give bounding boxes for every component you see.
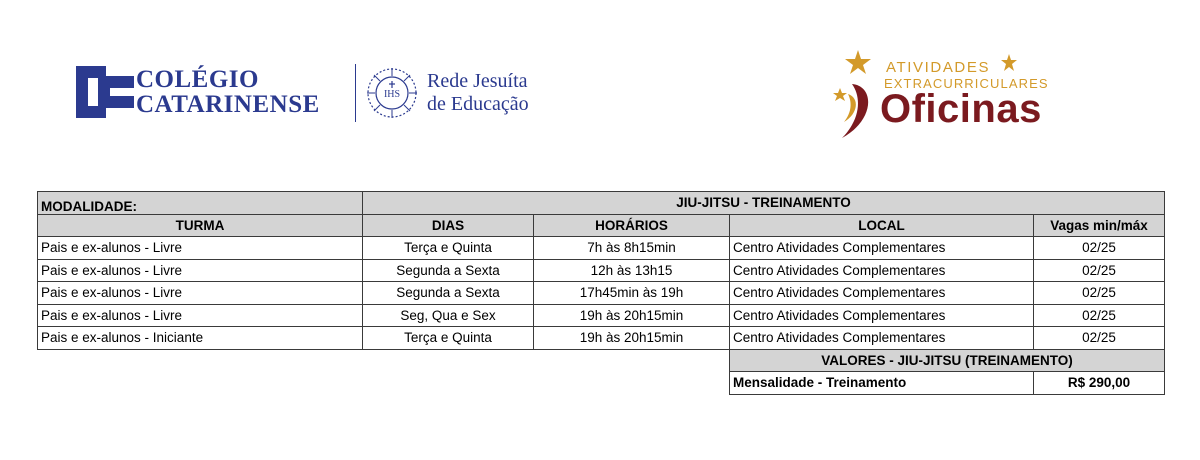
dias-cell: Segunda a Sexta [363, 282, 534, 305]
valores-title: VALORES - JIU-JITSU (TREINAMENTO) [730, 349, 1165, 372]
col-header-horarios: HORÁRIOS [534, 214, 730, 237]
title-row [38, 192, 1165, 215]
local-cell: Centro Atividades Complementares [730, 237, 1034, 260]
turma-cell: Pais e ex-alunos - Iniciante [38, 327, 363, 350]
extracurriculares-label: EXTRACURRICULARES [884, 76, 1049, 91]
local-cell: Centro Atividades Complementares [730, 327, 1034, 350]
horarios-cell: 12h às 13h15 [534, 259, 730, 282]
colegio-line2: CATARINENSE [136, 91, 320, 118]
colegio-line1: COLÉGIO [136, 66, 259, 93]
mensalidade-row [38, 372, 1165, 395]
horarios-cell: 19h às 20h15min [534, 327, 730, 350]
turma-cell: Pais e ex-alunos - Livre [38, 259, 363, 282]
rede-jesuita-name [427, 70, 529, 116]
schedule-table [37, 191, 1165, 395]
mensalidade-value: R$ 290,00 [1034, 372, 1165, 395]
turma-cell: Pais e ex-alunos - Livre [38, 304, 363, 327]
vagas-cell: 02/25 [1034, 259, 1165, 282]
activity-title: JIU-JITSU - TREINAMENTO [363, 192, 1165, 215]
local-cell: Centro Atividades Complementares [730, 282, 1034, 305]
table-row [38, 304, 1165, 327]
logo-divider [355, 64, 356, 122]
vagas-cell: 02/25 [1034, 304, 1165, 327]
col-header-vagas: Vagas min/máx [1034, 214, 1165, 237]
local-cell: Centro Atividades Complementares [730, 259, 1034, 282]
vagas-cell: 02/25 [1034, 282, 1165, 305]
col-header-turma: TURMA [38, 214, 363, 237]
jesuit-seal-icon [365, 66, 419, 120]
col-header-local: LOCAL [730, 214, 1034, 237]
cc-monogram-icon [76, 66, 134, 118]
mensalidade-label: Mensalidade - Treinamento [730, 372, 1034, 395]
horarios-cell: 19h às 20h15min [534, 304, 730, 327]
dias-cell: Segunda a Sexta [363, 259, 534, 282]
dias-cell: Terça e Quinta [363, 327, 534, 350]
vagas-cell: 02/25 [1034, 237, 1165, 260]
modalidade-label: MODALIDADE: [38, 192, 363, 215]
atividades-label: ATIVIDADES [886, 59, 991, 76]
blank-cell [38, 349, 730, 372]
table-row [38, 237, 1165, 260]
turma-cell: Pais e ex-alunos - Livre [38, 237, 363, 260]
turma-cell: Pais e ex-alunos - Livre [38, 282, 363, 305]
blank-cell [38, 372, 730, 395]
svg-text:IHS: IHS [383, 89, 401, 100]
valores-header-row [38, 349, 1165, 372]
oficinas-logo [830, 50, 1070, 145]
col-header-dias: DIAS [363, 214, 534, 237]
horarios-cell: 7h às 8h15min [534, 237, 730, 260]
star-icon [1000, 54, 1018, 72]
colegio-catarinense-logo [76, 62, 356, 126]
oficinas-label: Oficinas [880, 87, 1042, 131]
rede-line1: Rede Jesuíta [427, 70, 528, 92]
vagas-cell: 02/25 [1034, 327, 1165, 350]
table-row [38, 259, 1165, 282]
column-header-row [38, 214, 1165, 237]
table-row [38, 282, 1165, 305]
colegio-name [136, 68, 320, 118]
local-cell: Centro Atividades Complementares [730, 304, 1034, 327]
horarios-cell: 17h45min às 19h [534, 282, 730, 305]
rede-line2: de Educação [427, 93, 529, 115]
table-row [38, 327, 1165, 350]
dias-cell: Terça e Quinta [363, 237, 534, 260]
dias-cell: Seg, Qua e Sex [363, 304, 534, 327]
